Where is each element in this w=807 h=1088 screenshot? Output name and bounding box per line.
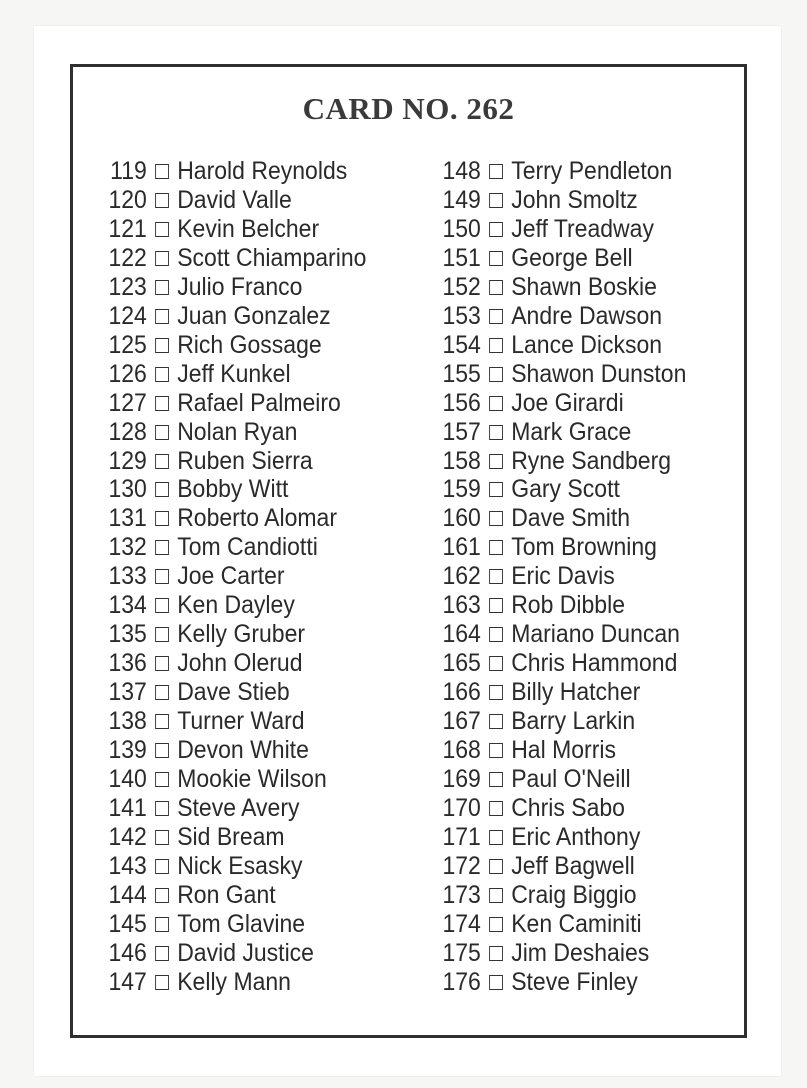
checkbox-icon [155,714,169,729]
checkbox-icon [155,280,169,295]
checkbox-icon [489,830,503,845]
card-number: 151 [442,243,481,272]
checklist-entry [433,360,686,389]
checklist-entry [99,678,366,707]
checkbox-icon [489,540,503,555]
card-number: 169 [442,765,481,793]
checkbox-icon [489,685,503,700]
player-name: Ron Gant [177,880,276,909]
checkbox-icon [489,975,503,990]
checkbox-icon [155,859,169,874]
player-name: Billy Hatcher [511,678,641,707]
player-name: Hal Morris [511,736,616,765]
checkbox-icon [489,396,503,411]
card-number: 162 [442,562,481,591]
card-number: 138 [108,707,147,736]
player-name: Rob Dibble [511,591,625,620]
checkbox-icon [489,656,503,671]
checklist-entry [99,939,366,968]
player-name: Rafael Palmeiro [177,388,341,417]
checklist-entry [99,591,366,620]
checklist-entry [433,215,686,244]
player-name: Terry Pendleton [511,156,673,185]
card-number: 166 [442,678,481,707]
card-number: 140 [108,765,147,793]
player-name: Shawn Boskie [511,272,657,301]
checkbox-icon [489,946,503,961]
card-number: 149 [442,185,481,214]
player-name: David Justice [177,938,314,967]
card-number: 120 [108,185,147,214]
checkbox-icon [155,685,169,700]
checklist-entry [433,475,686,504]
checkbox-icon [489,859,503,874]
checklist-card [34,26,781,1076]
checkbox-icon [489,309,503,324]
card-number: 146 [108,938,147,967]
card-number: 164 [442,620,481,649]
checklist-entry [99,418,366,447]
card-title: CARD NO. 262 [302,91,515,126]
card-number: 126 [108,359,147,388]
player-name: Sid Bream [177,822,285,851]
card-number: 148 [442,156,481,185]
player-name: Turner Ward [177,707,305,736]
player-name: Joe Carter [177,562,285,591]
checklist-entry [433,533,686,562]
checkbox-icon [155,830,169,845]
card-number: 160 [442,504,481,533]
checklist-entry [433,273,686,302]
player-name: Bobby Witt [177,475,289,504]
checkbox-icon [155,627,169,642]
player-name: Joe Girardi [511,388,624,417]
player-name: Nolan Ryan [177,417,298,446]
player-name: Gary Scott [511,475,620,504]
checklist-entry [433,186,686,215]
checkbox-icon [489,482,503,497]
checklist-entry [433,157,686,186]
card-number: 173 [442,880,481,909]
checklist-entry [99,562,366,591]
checklist-entry [433,504,686,533]
player-name: Devon White [177,736,309,765]
card-number: 130 [108,475,147,504]
checklist-entry [99,389,366,418]
checklist-entry [99,215,366,244]
player-name: Shawon Dunston [511,359,687,388]
checklist-entry [99,881,366,910]
checkbox-icon [489,425,503,440]
checklist-entry [99,823,366,852]
player-name: Eric Davis [511,562,615,591]
player-name: Kevin Belcher [177,214,320,243]
player-name: Eric Anthony [511,822,641,851]
checkbox-icon [489,222,503,237]
card-number: 127 [108,388,147,417]
player-name: Dave Stieb [177,678,290,707]
player-name: Chris Sabo [511,793,625,822]
card-number: 159 [442,475,481,504]
checkbox-icon [155,656,169,671]
card-number: 131 [108,504,147,533]
checklist-right-column [433,157,708,997]
checkbox-icon [155,396,169,411]
player-name: Ryne Sandberg [511,446,672,475]
card-number: 133 [108,562,147,591]
checkbox-icon [155,482,169,497]
card-number: 141 [108,793,147,822]
checkbox-icon [489,917,503,932]
player-name: Jim Deshaies [511,938,650,967]
player-name: Kelly Gruber [177,620,306,649]
card-number: 139 [108,736,147,765]
card-number: 143 [108,851,147,880]
card-number: 145 [108,909,147,938]
checkbox-icon [489,569,503,584]
checklist-entry [433,881,686,910]
card-border-frame [70,64,747,1038]
card-number: 135 [108,620,147,649]
checklist-entry [99,157,366,186]
card-number: 128 [108,417,147,446]
checklist-entry [99,794,366,823]
checkbox-icon [489,338,503,353]
checkbox-icon [489,598,503,613]
player-name: Kelly Mann [177,967,291,996]
checkbox-icon [155,917,169,932]
player-name: Nick Esasky [177,851,303,880]
checkbox-icon [489,511,503,526]
player-name: Mark Grace [511,417,632,446]
player-name: Mariano Duncan [511,620,680,649]
checklist-entry [433,678,686,707]
checklist-entry [433,649,686,678]
checklist-left-column [99,157,390,997]
card-number: 171 [442,822,481,851]
player-name: Ken Dayley [177,591,295,620]
checkbox-icon [489,743,503,758]
checklist-entry [99,968,366,997]
checklist-entry [99,447,366,476]
card-number: 152 [442,272,481,301]
checklist-entry [433,418,686,447]
card-number: 121 [108,214,147,243]
checklist-entry [99,331,366,360]
checkbox-icon [155,222,169,237]
player-name: Jeff Bagwell [511,851,635,880]
checklist-entry [99,475,366,504]
card-number: 172 [442,851,481,880]
checklist-entry [433,620,686,649]
card-number: 176 [442,967,481,996]
checklist-entry [433,244,686,273]
checklist-entry [99,649,366,678]
checklist-entry [99,736,366,765]
player-name: Ruben Sierra [177,446,313,475]
checkbox-icon [155,569,169,584]
checkbox-icon [155,598,169,613]
player-name: Juan Gonzalez [177,301,331,330]
checkbox-icon [489,164,503,179]
card-number: 175 [442,938,481,967]
checklist-entry [433,591,686,620]
card-number: 165 [442,649,481,678]
player-name: Julio Franco [177,272,303,301]
checkbox-icon [155,367,169,382]
card-number: 154 [442,330,481,359]
checklist-entry [99,533,366,562]
card-number: 161 [442,533,481,562]
checkbox-icon [155,309,169,324]
card-number: 156 [442,388,481,417]
checkbox-icon [155,251,169,266]
player-name: Andre Dawson [511,301,663,330]
card-number: 170 [442,793,481,822]
player-name: Paul O'Neill [511,765,631,793]
card-number: 122 [108,243,147,272]
card-number: 125 [108,330,147,359]
checkbox-icon [489,454,503,469]
player-name: John Smoltz [511,185,638,214]
player-name: Tom Glavine [177,909,306,938]
player-name: Barry Larkin [511,707,636,736]
checklist-entry [99,707,366,736]
checkbox-icon [489,280,503,295]
checkbox-icon [489,714,503,729]
checkbox-icon [155,801,169,816]
checklist-entry [99,273,366,302]
checklist-entry [433,910,686,939]
checkbox-icon [155,975,169,990]
player-name: Steve Avery [177,793,300,822]
checkbox-icon [489,193,503,208]
player-name: Mookie Wilson [177,765,327,793]
checklist-entry [99,852,366,881]
checklist-entry [433,794,686,823]
checklist-entry [433,562,686,591]
card-number: 163 [442,591,481,620]
player-name: Tom Browning [511,533,657,562]
player-name: Ken Caminiti [511,909,642,938]
checkbox-icon [489,888,503,903]
card-number: 157 [442,417,481,446]
player-name: Tom Candiotti [177,533,318,562]
checklist-entry [433,939,686,968]
player-name: David Valle [177,185,292,214]
card-number: 150 [442,214,481,243]
checklist-entry [433,447,686,476]
checkbox-icon [489,367,503,382]
checklist-entry [99,504,366,533]
checkbox-icon [155,772,169,787]
card-number: 132 [108,533,147,562]
card-number: 136 [108,649,147,678]
checkbox-icon [155,454,169,469]
player-name: Roberto Alomar [177,504,338,533]
card-number: 174 [442,909,481,938]
checkbox-icon [155,511,169,526]
player-name: George Bell [511,243,633,272]
checkbox-icon [155,946,169,961]
checklist-entry [99,910,366,939]
player-name: Jeff Treadway [511,214,654,243]
checkbox-icon [489,251,503,266]
player-name: John Olerud [177,649,303,678]
card-number: 167 [442,707,481,736]
checkbox-icon [155,425,169,440]
card-number: 155 [442,359,481,388]
checklist-entry [99,302,366,331]
card-number: 168 [442,736,481,765]
checkbox-icon [489,801,503,816]
player-name: Jeff Kunkel [177,359,291,388]
player-name: Rich Gossage [177,330,322,359]
checklist-entry [433,331,686,360]
checkbox-icon [489,627,503,642]
player-name: Harold Reynolds [177,156,348,185]
checklist-entry [433,736,686,765]
checklist-entry [433,968,686,997]
card-number: 144 [108,880,147,909]
card-number: 137 [108,678,147,707]
checklist-entry [433,389,686,418]
card-number: 158 [442,446,481,475]
checklist-entry [433,823,686,852]
checklist-entry [433,765,686,794]
checklist-entry [433,302,686,331]
card-number: 124 [108,301,147,330]
checklist-entry [99,186,366,215]
card-number: 153 [442,301,481,330]
checkbox-icon [155,338,169,353]
player-name: Lance Dickson [511,330,663,359]
checkbox-icon [155,164,169,179]
checklist-entry [433,707,686,736]
checkbox-icon [489,772,503,787]
player-name: Scott Chiamparino [177,243,367,272]
checkbox-icon [155,193,169,208]
checklist-entry [433,852,686,881]
checkbox-icon [155,540,169,555]
checklist-entry [99,765,366,794]
checklist-entry [99,244,366,273]
checklist-entry [99,360,366,389]
checkbox-icon [155,888,169,903]
card-number: 119 [110,156,147,185]
card-number: 129 [108,446,147,475]
player-name: Craig Biggio [511,880,637,909]
card-number: 123 [108,272,147,301]
card-number: 142 [108,822,147,851]
checkbox-icon [155,743,169,758]
player-name: Steve Finley [511,967,638,996]
player-name: Chris Hammond [511,649,678,678]
checklist-entry [99,620,366,649]
card-number: 134 [108,591,147,620]
card-number: 147 [108,967,147,996]
player-name: Dave Smith [511,504,631,533]
